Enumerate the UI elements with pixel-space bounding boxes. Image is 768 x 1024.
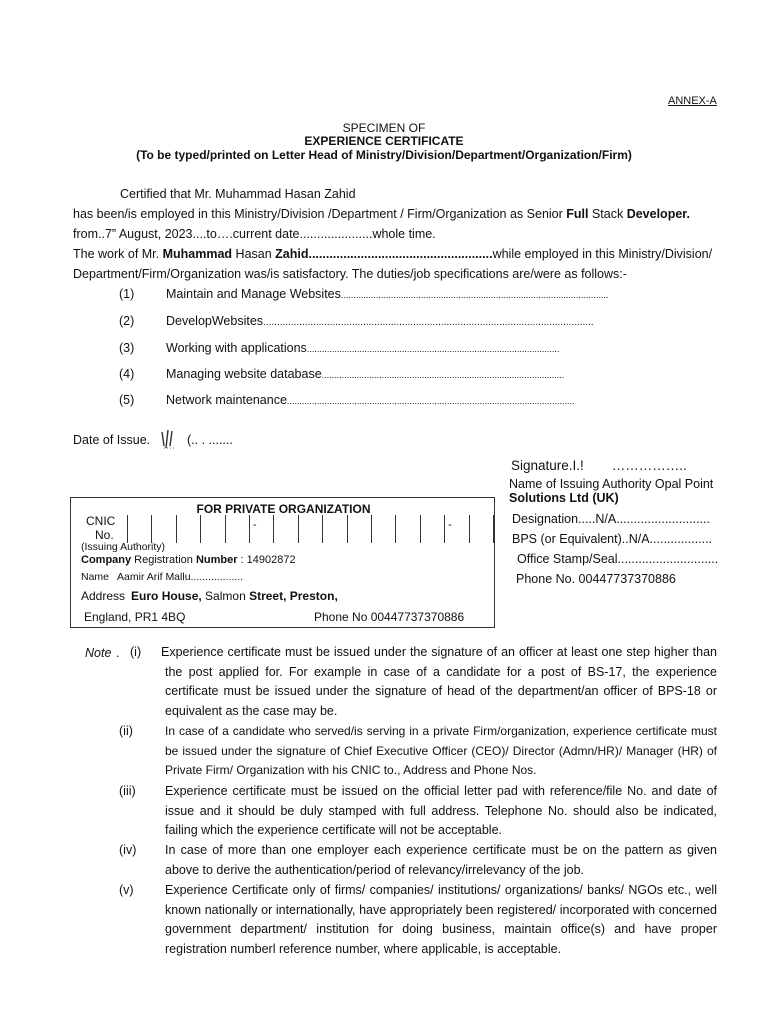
company-registration xyxy=(81,554,296,566)
date-of-issue-label: Date of Issue. xyxy=(73,433,151,447)
bps-line: BPS (or Equivalent)..N/A.................. xyxy=(512,532,713,546)
certified-line: Certified that Mr. Muhammad Hasan Zahid xyxy=(120,187,356,201)
cnic-cell xyxy=(371,515,395,543)
employed-bold-developer: Developer. xyxy=(626,207,690,221)
office-stamp-line: Office Stamp/Seal............................. xyxy=(517,552,719,566)
work-text-post: while employed in this Ministry/Division/ xyxy=(492,247,713,261)
company-label: Company xyxy=(81,554,132,566)
cnic-cell xyxy=(127,515,151,543)
duty-number: (3) xyxy=(119,341,135,355)
title-experience-certificate: EXPERIENCE CERTIFICATE xyxy=(304,134,464,148)
cnic-cell xyxy=(395,515,419,543)
cnic-cell xyxy=(347,515,371,543)
employed-text: has been/is employed in this Ministry/Division /Department / Firm/Organization as Senior xyxy=(73,207,567,221)
note-number: (v) xyxy=(119,883,134,897)
note-number: (iv) xyxy=(119,843,137,857)
note-number: (ii) xyxy=(119,724,133,738)
cnic-dash: - xyxy=(448,519,452,531)
cnic-cell xyxy=(322,515,346,543)
title-instruction: (To be typed/printed on Letter Head of Ministry/Division/Department/Organization/Firm) xyxy=(136,148,632,162)
duty-dots: ................................................................................................. xyxy=(321,370,565,380)
duty-number: (1) xyxy=(119,287,135,301)
employed-text-mid: Stack xyxy=(588,207,627,221)
cnic-cell xyxy=(200,515,224,543)
issuing-authority-name: Name of Issuing Authority Opal Point xyxy=(509,477,714,491)
duty-number: (4) xyxy=(119,367,135,381)
address-city: England, PR1 4BQ xyxy=(84,610,186,624)
note-label: Note xyxy=(85,646,112,660)
private-organization-box xyxy=(70,497,495,628)
duty-text: Working with applications xyxy=(166,341,307,355)
employed-line xyxy=(73,207,690,221)
duty-dots: ..................................................................................................... xyxy=(306,344,560,354)
note-item: Experience certificate must be issued under the signature of an officer at least one step higher than the post applied for. For example in case of a candidate for a post of BS-17, the experience certificate must be issued under the signature of head of the department/an officer of BPS-18 or equivalent as the case may be. xyxy=(161,645,717,718)
handwritten-mark-icon xyxy=(158,428,184,450)
private-phone: Phone No 00447737370886 xyxy=(314,610,465,624)
note-dot: . xyxy=(116,646,120,660)
name-label: Name xyxy=(81,571,110,583)
duty-dots: ................................................................................................................... xyxy=(286,396,575,406)
note-item: Experience Certificate only of firms/ companies/ institutions/ organizations/ banks/ NGOs etc., well known nationally or internationally, have appropriately been registered/ incorporated with concerned government department/ institution for doing business, maintain office(s) and have proper registration numberl reference number, where applicable, is acceptable. xyxy=(165,883,717,956)
note-item: In case of more than one employer each experience certificate must be on the pattern as given above to derive the authentication/period of relevancy/irrelevancy of the job. xyxy=(165,843,717,877)
work-line xyxy=(73,247,712,261)
duty-item xyxy=(166,393,574,407)
number-label: Number xyxy=(195,554,238,566)
department-line: Department/Firm/Organization was/is satisfactory. The duties/job specifications are/were as follows:- xyxy=(73,267,627,281)
cnic-cell xyxy=(469,515,494,543)
cnic-cell xyxy=(176,515,200,543)
date-of-issue-value: (.. . ....... xyxy=(187,433,233,447)
duty-text: Network maintenance xyxy=(166,393,287,407)
cnic-cell xyxy=(420,515,444,543)
name-value: Aamir Arif Mallu.................. xyxy=(117,571,244,583)
private-organization-title: FOR PRIVATE ORGANIZATION xyxy=(196,502,371,516)
signature-dots: …………….. xyxy=(611,458,687,473)
address-row xyxy=(81,589,338,603)
note-number: (i) xyxy=(130,645,142,659)
cnic-cell xyxy=(444,515,468,543)
duty-item xyxy=(166,367,564,381)
duty-text: Managing website database xyxy=(166,367,322,381)
address-label: Address xyxy=(81,589,126,603)
address-mid: Salmon xyxy=(201,589,250,603)
duty-item xyxy=(166,341,559,355)
cnic-dash: - xyxy=(253,519,257,531)
issuing-authority-note: (Issuing Authority) xyxy=(81,541,166,553)
signature-phone-line: Phone No. 00447737370886 xyxy=(516,572,676,586)
address-bold-2: Street, Preston, xyxy=(249,589,338,603)
duty-dots: ....................................................................................................................... xyxy=(263,317,594,328)
duty-dots: ........................................................................................................... xyxy=(340,290,609,300)
address-bold-1: Euro House, xyxy=(131,589,202,603)
duty-number: (5) xyxy=(119,393,135,407)
from-line: from..7” August, 2023....to….current date.....................whole time. xyxy=(73,227,436,241)
cnic-no-label: No. xyxy=(95,528,114,542)
issuing-authority-company: Solutions Ltd (UK) xyxy=(509,491,619,505)
cnic-cell xyxy=(273,515,297,543)
duty-item xyxy=(166,287,608,301)
note-number: (iii) xyxy=(119,784,136,798)
cnic-cell xyxy=(151,515,175,543)
title-specimen: SPECIMEN OF xyxy=(342,121,426,135)
cnic-cell xyxy=(298,515,322,543)
signature-line xyxy=(511,458,687,473)
signature-label: Signature.I.! xyxy=(511,458,584,473)
duty-text: Maintain and Manage Websites xyxy=(166,287,341,301)
work-text: The work of Mr. xyxy=(73,247,163,261)
note-item: In case of a candidate who served/is serving in a private Firm/organization, experience certificate must be issued under the signature of Chief Executive Officer (CEO)/ Director (Admn/HR)/ Manager (HR) of Private Firm/ Organization with his CNIC to., Address and Phone Nos. xyxy=(165,724,717,778)
annex-label: ANNEX-A xyxy=(668,95,717,107)
designation-line: Designation.....N/A........................... xyxy=(512,512,710,526)
work-bold-first: Muhammad xyxy=(162,247,233,261)
note-item: Experience certificate must be issued on the official letter pad with reference/file No. and date of issue and it should be duly stamped with full address. Telephone No. should also be indicated, failing which the experience certificate will not be acceptable. xyxy=(165,784,717,838)
employed-bold-full: Full xyxy=(566,207,589,221)
cnic-cell xyxy=(225,515,249,543)
registration-label: Registration xyxy=(131,554,196,566)
work-bold-last: Zahid..................................................... xyxy=(275,247,493,261)
duty-text: DevelopWebsites xyxy=(166,314,264,328)
name-row xyxy=(81,571,243,583)
duty-item xyxy=(166,314,594,328)
cnic-grid xyxy=(127,515,494,543)
cnic-cell xyxy=(249,515,273,543)
registration-number: : 14902872 xyxy=(237,554,296,566)
cnic-label: CNIC xyxy=(86,514,116,528)
duty-number: (2) xyxy=(119,314,135,328)
work-text-mid: Hasan xyxy=(232,247,276,261)
